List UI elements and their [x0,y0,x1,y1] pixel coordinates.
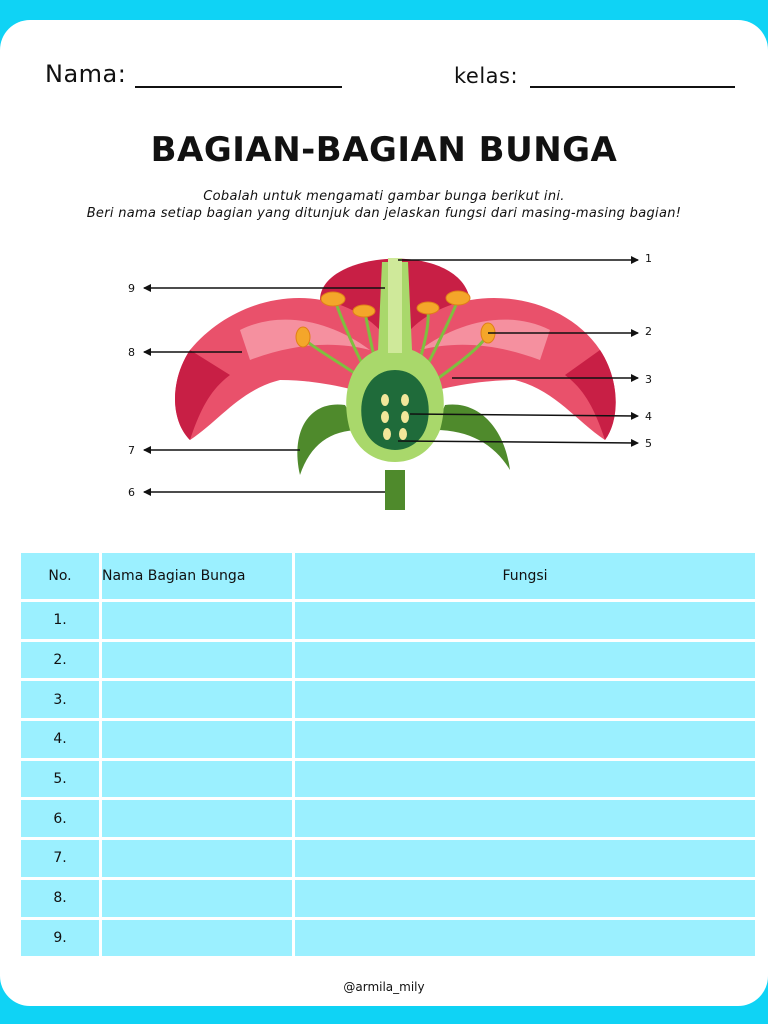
instruction-line-1: Cobalah untuk mengamati gambar bunga berikut ini. [203,189,565,204]
fungsi-cell[interactable] [295,642,755,679]
fungsi-cell[interactable] [295,800,755,837]
answer-table [18,550,758,959]
row-number: 8. [21,880,99,917]
table-row [21,721,755,758]
row-number: 6. [21,800,99,837]
nama-cell[interactable] [102,761,292,798]
page-title: BAGIAN-BAGIAN BUNGA [150,130,618,170]
fungsi-cell[interactable] [295,602,755,639]
table-row [21,880,755,917]
callout-4: 4 [645,410,652,423]
row-number: 3. [21,681,99,718]
kelas-label: kelas: [454,64,519,88]
stem [385,470,405,510]
callout-2: 2 [645,325,652,338]
header-fungsi: Fungsi [295,553,755,599]
fungsi-cell[interactable] [295,681,755,718]
table-row [21,840,755,877]
nama-cell[interactable] [102,800,292,837]
fungsi-cell[interactable] [295,761,755,798]
table-row [21,920,755,957]
fungsi-cell[interactable] [295,721,755,758]
nama-cell[interactable] [102,840,292,877]
row-number: 9. [21,920,99,957]
nama-cell[interactable] [102,880,292,917]
callout-1: 1 [645,252,652,265]
nama-cell[interactable] [102,681,292,718]
callout-3: 3 [645,373,652,386]
row-number: 2. [21,642,99,679]
row-number: 7. [21,840,99,877]
row-number: 5. [21,761,99,798]
callout-9: 9 [128,282,135,295]
nama-cell[interactable] [102,920,292,957]
nama-cell[interactable] [102,642,292,679]
header-nama-bagian: Nama Bagian Bunga [102,553,292,599]
nama-label: Nama: [45,60,127,88]
row-number: 4. [21,721,99,758]
nama-cell[interactable] [102,721,292,758]
callout-5: 5 [645,437,652,450]
callout-7: 7 [128,444,135,457]
callout-6: 6 [128,486,135,499]
table-header-row [21,553,755,599]
table-row [21,602,755,639]
fungsi-cell[interactable] [295,920,755,957]
table-row [21,800,755,837]
callout-line-5 [398,441,638,443]
row-number: 1. [21,602,99,639]
instruction-line-2: Beri nama setiap bagian yang ditunjuk dan jelaskan fungsi dari masing-masing bagian! [86,206,682,221]
nama-cell[interactable] [102,602,292,639]
callout-8: 8 [128,346,135,359]
author-handle: @armila_mily [343,980,425,994]
table-row [21,642,755,679]
fungsi-cell[interactable] [295,880,755,917]
fungsi-cell[interactable] [295,840,755,877]
table-row [21,761,755,798]
table-row [21,681,755,718]
header-no: No. [21,553,99,599]
